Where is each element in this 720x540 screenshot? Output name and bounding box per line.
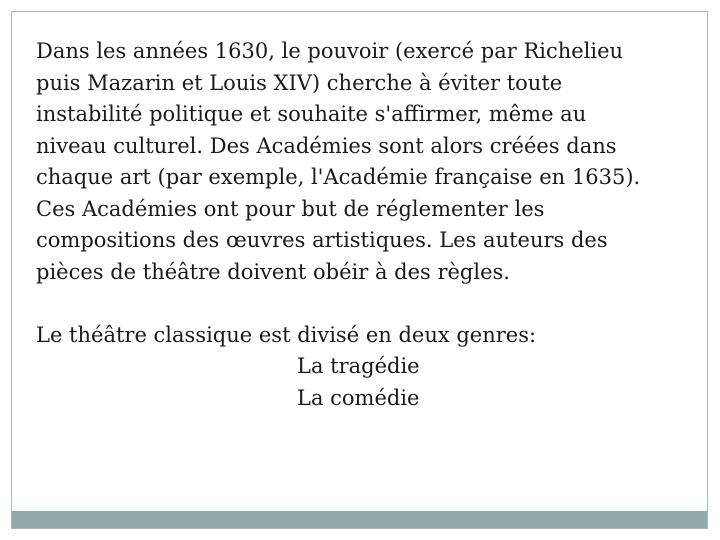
genre-comedie: La comédie — [297, 385, 420, 410]
paragraph-line: Dans les années 1630, le pouvoir (exercé par Richelieu — [36, 39, 624, 63]
paragraph-line: niveau culturel. Des Académies sont alors créées dans — [36, 133, 617, 158]
slide — [11, 11, 708, 529]
paragraph-line: pièces de théâtre doivent obéir à des règles. — [36, 259, 510, 284]
paragraph-gap — [36, 288, 706, 320]
paragraph-line: Ces Académies ont pour but de réglementer les — [36, 196, 545, 221]
genres-intro: Le théâtre classique est divisé en deux genres: — [36, 322, 537, 347]
slide-body-text — [36, 36, 706, 414]
paragraph-line: chaque art (par exemple, l'Académie française en 1635). — [36, 165, 641, 189]
footer-bar — [12, 511, 707, 528]
genre-tragedie: La tragédie — [297, 354, 420, 378]
paragraph-line: puis Mazarin et Louis XIV) cherche à éviter toute — [36, 70, 563, 95]
paragraph-line: compositions des œuvres artistiques. Les auteurs des — [36, 228, 608, 252]
paragraph-line: instabilité politique et souhaite s'affirmer, même au — [36, 102, 587, 126]
